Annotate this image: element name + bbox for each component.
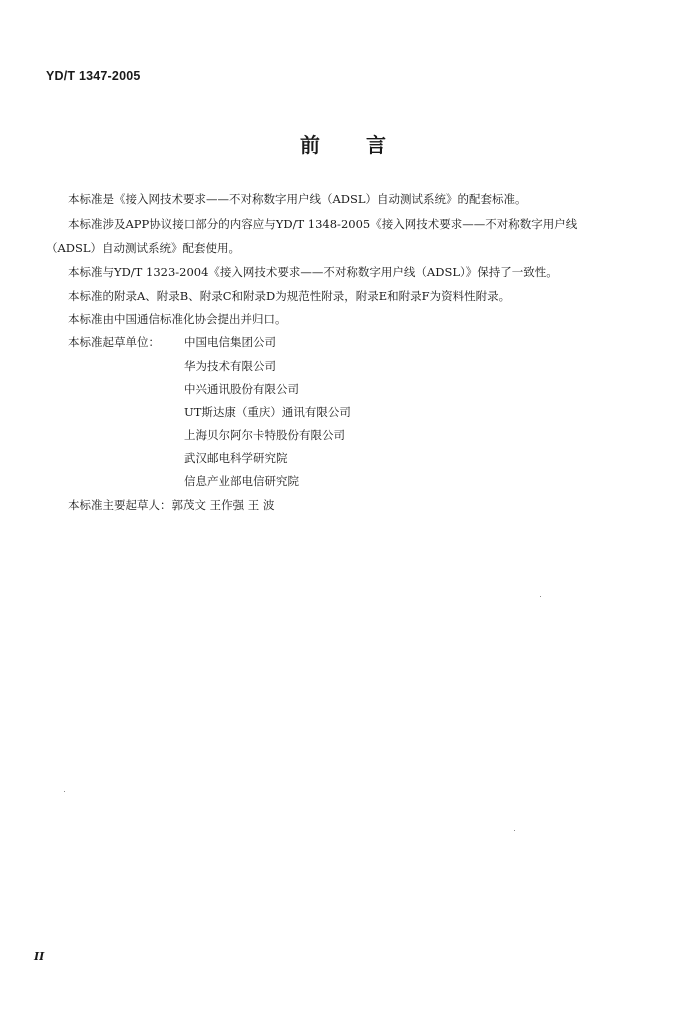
scan-speck: [514, 830, 515, 831]
paragraph-2: 本标准涉及APP协议接口部分的内容应与YD/T 1348-2005《接入网技术要求——不对称数字用户线: [68, 217, 578, 231]
scan-speck: [540, 596, 541, 597]
paragraph-4: 本标准的附录A、附录B、附录C和附录D为规范性附录，附录E和附录F为资料性附录。: [68, 289, 511, 303]
drafting-unit: 中兴通讯股份有限公司: [184, 382, 299, 396]
paragraph-1: 本标准是《接入网技术要求——不对称数字用户线（ADSL）自动测试系统》的配套标准。: [68, 192, 527, 206]
drafting-unit: 中国电信集团公司: [184, 335, 276, 349]
drafting-unit: 华为技术有限公司: [184, 359, 276, 373]
paragraph-5: 本标准由中国通信标准化协会提出并归口。: [68, 312, 287, 326]
main-drafters: 本标准主要起草人：郭茂文 王作强 王 波: [68, 498, 275, 512]
paragraph-2-continued: （ADSL）自动测试系统》配套使用。: [46, 241, 241, 255]
scan-speck: [64, 791, 65, 792]
drafting-unit: 武汉邮电科学研究院: [184, 451, 288, 465]
page-number: II: [34, 950, 45, 963]
drafting-unit: 上海贝尔阿尔卡特股份有限公司: [184, 428, 345, 442]
drafting-unit: UT斯达康（重庆）通讯有限公司: [184, 405, 351, 419]
paragraph-3: 本标准与YD/T 1323-2004《接入网技术要求——不对称数字用户线（ADSL）》保持了一致性。: [68, 265, 558, 279]
standard-id: YD/T 1347-2005: [46, 69, 141, 83]
drafting-units-label: 本标准起草单位：: [68, 335, 160, 349]
drafting-unit: 信息产业部电信研究院: [184, 474, 299, 488]
page-title: 前言: [300, 133, 432, 157]
